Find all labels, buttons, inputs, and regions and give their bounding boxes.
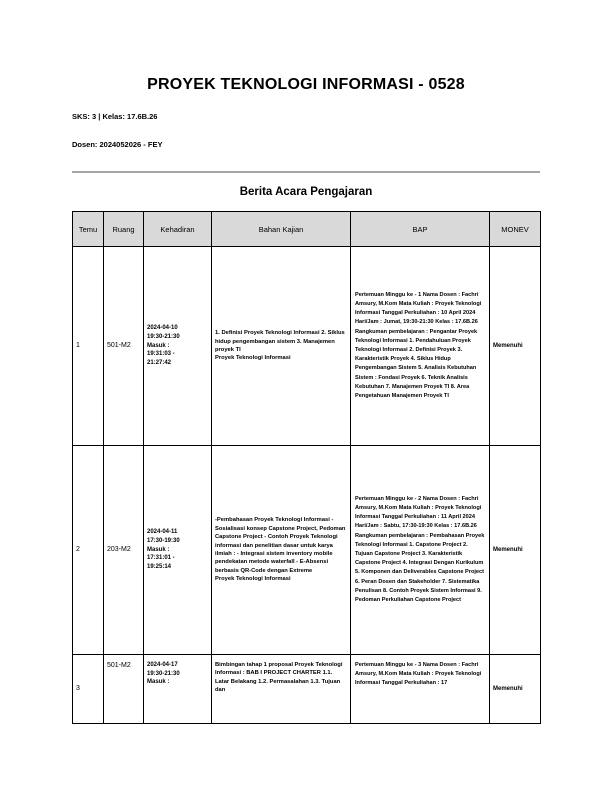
sks-kelas-line: SKS: 3 | Kelas: 17.6B.26 [72,112,158,121]
table-header-row [73,212,541,247]
section-title: Berita Acara Pengajaran [239,186,373,198]
cell-ruang: 203-M2 [104,446,144,655]
header-monev: MONEV [490,212,541,247]
cell-kehadiran: 2024-04-10 19:30-21:30 Masuk : 19:31:03 - 21:27:42 [144,247,212,446]
header-kehadiran: Kehadiran [144,212,212,247]
cell-temu: 1 [73,247,104,446]
header-bahan-kajian: Bahan Kajian [212,212,351,247]
page-title: PROYEK TEKNOLOGI INFORMASI - 0528 [147,76,465,93]
cell-monev: Memenuhi [490,655,541,724]
bap-table [72,211,541,724]
header-temu: Temu [73,212,104,247]
cell-monev: Memenuhi [490,446,541,655]
cell-kehadiran: 2024-04-11 17:30-19:30 Masuk : 17:31:01 - 19:25:14 [144,446,212,655]
divider [72,171,540,173]
header-bap: BAP [351,212,490,247]
cell-temu: 3 [73,655,104,724]
cell-bahan-kajian: -Pembahasan Proyek Teknologi Informasi - Sosialisasi konsep Capstone Project, Pedoman Capstone Project - Contoh Proyek Teknologi informasi dan penelitian dasar untuk karya ilmiah : - Integrasi sistem inventory mobile pendekatan metode waterfall - E-Absensi berbasis QR-Code dengan Extreme Proyek Teknologi Informasi [212,446,351,655]
header-ruang: Ruang [104,212,144,247]
table-row [73,247,541,446]
cell-kehadiran: 2024-04-17 19:30-21:30 Masuk : [144,655,212,724]
cell-bap: Pertemuan Minggu ke - 1 Nama Dosen : Fachri Amsury, M.Kom Mata Kuliah : Proyek Teknologi Informasi Tanggal Perkuliahan : 10 April 2024 Hari/Jam : Jumat, 19:30-21:30 Kelas : 17.6B.26 Rangkuman pembelajaran : Pengantar Proyek Teknologi Informasi 1. Pendahuluan Proyek Teknologi Informasi 2. Definisi Proyek 3. Karakteristik Proyek 4. Siklus Hidup Pengembangan Sistem 5. Analisis Kebutuhan Sistem : Fondasi Proyek 6. Teknik Analisis Kebutuhan 7. Manajemen Proyek TI 8. Area Pengetahuan Manajemen Proyek TI [351,247,490,446]
cell-bap: Pertemuan Minggu ke - 2 Nama Dosen : Fachri Amsury, M.Kom Mata Kuliah : Proyek Teknologi Informasi Tanggal Perkuliahan : 11 April 2024 Hari/Jam : Sabtu, 17:30-19:30 Kelas : 17.6B.26 Rangkuman pembelajaran : Pembahasan Proyek Teknologi Informasi 1. Capstone Project 2. Tujuan Capstone Project 3. Karakteristik Capstone Project 4. Integrasi Dengan Kurikulum 5. Komponen dan Deliverables Capstone Project 6. Peran Dosen dan Stakeholder 7. Sistematika Penulisan 8. Contoh Proyek Sistem Informasi 9. Pedoman Perkuliahan Capstone Project [351,446,490,655]
dosen-line: Dosen: 2024052026 - FEY [72,140,163,149]
cell-monev: Memenuhi [490,247,541,446]
table-row [73,655,541,724]
table-row [73,446,541,655]
cell-bap: Pertemuan Minggu ke - 3 Nama Dosen : Fachri Amsury, M.Kom Mata Kuliah : Proyek Teknologi Informasi Tanggal Perkuliahan : 17 [351,655,490,724]
cell-temu: 2 [73,446,104,655]
cell-ruang: 501-M2 [104,247,144,446]
cell-bahan-kajian: 1. Definisi Proyek Teknologi Informasi 2. Siklus hidup pengembangan sistem 3. Manajemen proyek TI Proyek Teknologi Informasi [212,247,351,446]
cell-ruang: 501-M2 [104,655,144,724]
cell-bahan-kajian: Bimbingan tahap 1 proposal Proyek Teknologi Informasi : BAB I PROJECT CHARTER 1.1. Latar Belakang 1.2. Permasalahan 1.3. Tujuan dan [212,655,351,724]
